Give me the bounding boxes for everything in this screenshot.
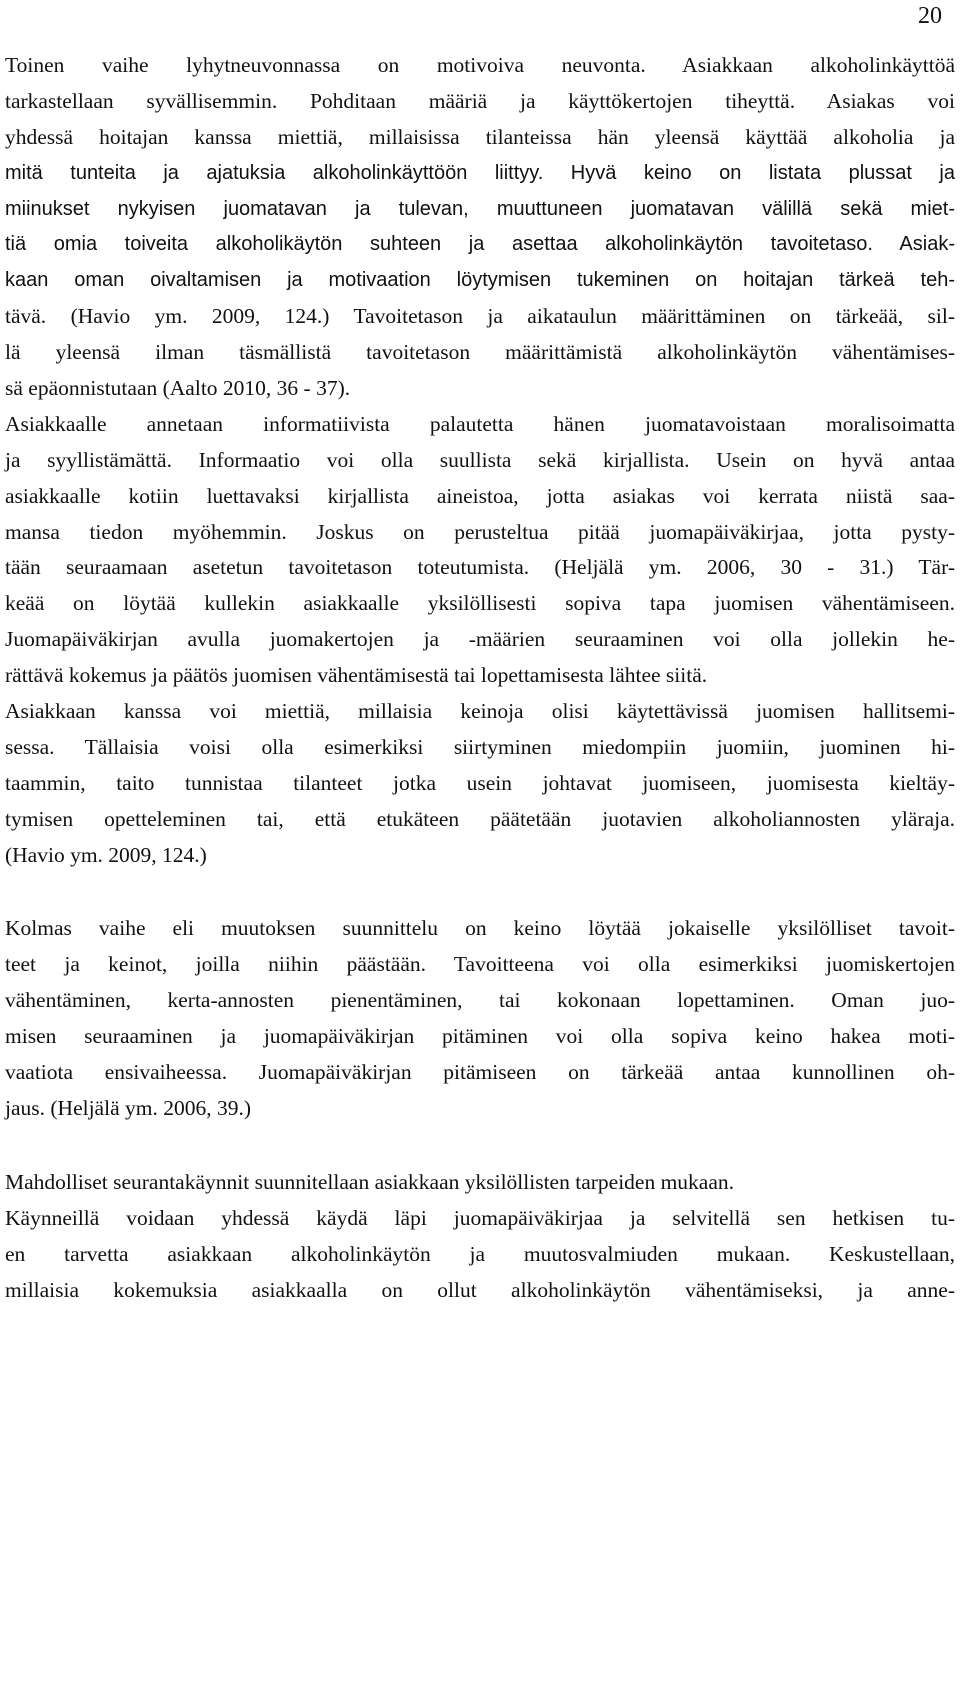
text-line: yhdessä hoitajan kanssa miettiä, millaisissa tilanteissa hän yleensä käyttää alkoholia ja <box>5 124 955 149</box>
text-line: tiä omia toiveita alkoholikäytön suhteen ja asettaa alkoholinkäytön tavoitetaso. Asiak- <box>5 233 955 256</box>
text-line: Toinen vaihe lyhytneuvonnassa on motivoiva neuvonta. Asiakkaan alkoholinkäyttöä <box>5 53 955 77</box>
text-line: Asiakkaalle annetaan informatiivista palautetta hänen juomatavoistaan moralisoimatta <box>5 411 955 436</box>
text-line: misen seuraaminen ja juomapäiväkirjan pitäminen voi olla sopiva keino hakea moti- <box>5 1024 955 1049</box>
text-line: Mahdolliset seurantakäynnit suunnitellaan asiakkaan yksilöllisten tarpeiden mukaan. <box>5 1169 735 1194</box>
text-line: vähentäminen, kerta-annosten pienentäminen, tai kokonaan lopettaminen. Oman juo- <box>5 988 955 1013</box>
paragraph-third-phase <box>5 911 955 1126</box>
text-line: taammin, taito tunnistaa tilanteet jotka usein johtavat juomiseen, juomisesta kieltäy- <box>5 770 955 795</box>
text-line: rättävä kokemus ja päätös juomisen vähentämisestä tai lopettamisesta lähtee siitä. <box>5 663 708 688</box>
text-line: tymisen opetteleminen tai, että etukäteen päätetään juotavien alkoholiannosten yläraja. <box>5 806 955 831</box>
text-line: mitä tunteita ja ajatuksia alkoholinkäyttöön liittyy. Hyvä keino on listata plussat ja <box>5 161 955 184</box>
text-line: miinukset nykyisen juomatavan ja tulevan, muuttuneen juomatavan välillä sekä miet- <box>5 197 955 220</box>
text-line: asiakkaalle kotiin luettavaksi kirjallista aineistoa, jotta asiakas voi kerrata niistä saa- <box>5 483 955 508</box>
paragraph-follow-up-visits <box>5 1165 955 1309</box>
paragraph-spacer <box>5 873 955 911</box>
text-line: kaan oman oivaltamisen ja motivaation löytymisen tukeminen on hoitajan tärkeä teh- <box>5 269 955 292</box>
paragraph-second-phase <box>5 48 955 873</box>
text-line: Käynneillä voidaan yhdessä käydä läpi juomapäiväkirjaa ja selvitellä sen hetkisen tu- <box>5 1205 955 1230</box>
text-line: Asiakkaan kanssa voi miettiä, millaisia keinoja olisi käytettävissä juomisen hallitsemi- <box>5 699 955 724</box>
text-line: teet ja keinot, joilla niihin päästään. Tavoitteena voi olla esimerkiksi juomiskertojen <box>5 952 955 977</box>
text-line: vaatiota ensivaiheessa. Juomapäiväkirjan pitämiseen on tärkeää antaa kunnollinen oh- <box>5 1060 955 1085</box>
text-line: lä yleensä ilman täsmällistä tavoitetason määrittämistä alkoholinkäytön vähentämises- <box>5 340 955 365</box>
page-number: 20 <box>918 3 942 29</box>
text-line: Juomapäiväkirjan avulla juomakertojen ja -määrien seuraaminen voi olla jollekin he- <box>5 627 955 652</box>
paragraph-spacer <box>5 1127 955 1165</box>
text-line: mansa tiedon myöhemmin. Joskus on perusteltua pitää juomapäiväkirjaa, jotta pysty- <box>5 519 955 544</box>
text-line: sessa. Tällaisia voisi olla esimerkiksi siirtyminen miedompiin juomiin, juominen hi- <box>5 734 955 759</box>
text-line: jaus. (Heljälä ym. 2006, 39.) <box>5 1095 252 1120</box>
text-line: ja syyllistämättä. Informaatio voi olla suullista sekä kirjallista. Usein on hyvä antaa <box>5 447 955 472</box>
text-line: sä epäonnistutaan (Aalto 2010, 36 - 37). <box>5 376 351 401</box>
text-line: en tarvetta asiakkaan alkoholinkäytön ja muutosvalmiuden mukaan. Keskustellaan, <box>5 1241 955 1266</box>
text-line: tävä. (Havio ym. 2009, 124.) Tavoitetason ja aikataulun määrittäminen on tärkeää, sil- <box>5 304 955 329</box>
text-line: Kolmas vaihe eli muutoksen suunnittelu on keino löytää jokaiselle yksilölliset tavoit- <box>5 916 955 941</box>
text-line: (Havio ym. 2009, 124.) <box>5 842 207 867</box>
text-line: millaisia kokemuksia asiakkaalla on ollut alkoholinkäytön vähentämiseksi, ja anne- <box>5 1277 955 1302</box>
document-body <box>5 48 955 1308</box>
text-line: keää on löytää kullekin asiakkaalle yksilöllisesti sopiva tapa juomisen vähentämiseen. <box>5 591 955 616</box>
text-line: tään seuraamaan asetetun tavoitetason toteutumista. (Heljälä ym. 2006, 30 - 31.) Tär- <box>5 555 955 580</box>
text-line: tarkastellaan syvällisemmin. Pohditaan määriä ja käyttökertojen tiheyttä. Asiakas voi <box>5 88 955 113</box>
